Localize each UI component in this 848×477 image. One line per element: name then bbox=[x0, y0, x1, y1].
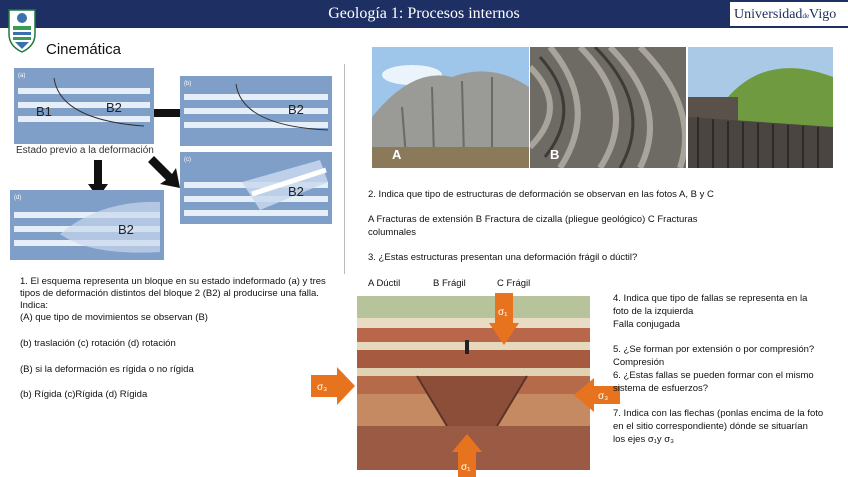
q7-line3: los ejes σ₁y σ₃ bbox=[613, 434, 675, 445]
photo-a-label: A bbox=[392, 147, 402, 162]
page-title: Geología 1: Procesos internos bbox=[328, 5, 520, 22]
q7-line1: 7. Indica con las flechas (ponlas encima de la foto bbox=[613, 408, 824, 419]
q7-line2: en el sitio correspondiente) dónde se situarían bbox=[613, 421, 808, 432]
q3-question: 3. ¿Estas estructuras presentan una deformación frágil o dúctil? bbox=[368, 252, 638, 263]
q6-line2: sistema de esfuerzos? bbox=[613, 383, 709, 394]
q1-line3: Indica: bbox=[20, 300, 48, 311]
q1-line2: tipos de deformación distintos del bloque 2 (B2) al producirse una falla. bbox=[20, 288, 319, 299]
label-d: (d) bbox=[14, 195, 22, 201]
arrow-diagonal-icon bbox=[146, 156, 180, 188]
q3-answer-b: B Frágil bbox=[433, 278, 466, 289]
photo-c-image bbox=[688, 47, 833, 168]
sigma3-left-label: σ₃ bbox=[317, 382, 328, 393]
q3-answer-c: C Frágil bbox=[497, 278, 531, 289]
q4-answer: Falla conjugada bbox=[613, 319, 681, 330]
b2-label-d: B2 bbox=[118, 222, 134, 237]
photo-b bbox=[530, 47, 686, 168]
sigma1-top-label: σ₁ bbox=[498, 307, 508, 318]
university-word: Universidad bbox=[734, 7, 803, 22]
label-a: (a) bbox=[18, 73, 26, 79]
diagram-c bbox=[180, 152, 332, 224]
column-divider bbox=[344, 64, 345, 274]
photo-c bbox=[688, 47, 833, 168]
university-logo-box bbox=[730, 2, 848, 26]
q2-answer-line2: columnales bbox=[368, 227, 417, 238]
sigma1-bottom-label: σ₁ bbox=[461, 462, 471, 473]
diagram-caption: Estado previo a la deformación bbox=[16, 145, 154, 156]
photo-b-label: B bbox=[550, 147, 560, 162]
q6-line1: 6. ¿Estas fallas se pueden formar con el mismo bbox=[613, 370, 814, 381]
q1-answer-rigid: (b) Rígida (c)Rígida (d) Rígida bbox=[20, 389, 148, 400]
diagram-d bbox=[10, 190, 164, 260]
b2-label-c: B2 bbox=[288, 184, 304, 199]
q5-answer: Compresión bbox=[613, 357, 665, 368]
diagram-b bbox=[180, 76, 332, 146]
sigma3-left-arrow-icon bbox=[311, 367, 355, 405]
crest-logo-icon bbox=[5, 4, 39, 54]
sigma1-bottom-arrow-icon bbox=[452, 434, 482, 477]
q1-question-rigid: (B) si la deformación es rígida o no rígida bbox=[20, 364, 194, 375]
b2-label: B2 bbox=[106, 100, 122, 115]
sigma1-top-arrow-icon bbox=[489, 293, 519, 345]
university-name bbox=[734, 7, 836, 23]
q2-answer-line1: A Fracturas de extensión B Fractura de cizalla (pliegue geológico) C Fracturas bbox=[368, 214, 698, 225]
sigma3-right-label: σ₃ bbox=[598, 391, 609, 402]
q5-question: 5. ¿Se forman por extensión o por compresión? bbox=[613, 344, 815, 355]
q4-line2: foto de la izquierda bbox=[613, 306, 694, 317]
section-title: Cinemática bbox=[46, 41, 122, 58]
q1-line4: (A) que tipo de movimientos se observan (B) bbox=[20, 312, 208, 323]
header-banner bbox=[0, 0, 848, 28]
q3-answer-a: A Dúctil bbox=[368, 278, 401, 289]
q1-line1: 1. El esquema representa un bloque en su estado indeformado (a) y tres bbox=[20, 276, 326, 287]
b2-label-b: B2 bbox=[288, 102, 304, 117]
q2-question: 2. Indica que tipo de estructuras de deformación se observan en las fotos A, B y C bbox=[368, 189, 714, 200]
university-de: de bbox=[802, 12, 810, 20]
b1-label: B1 bbox=[36, 104, 52, 119]
q4-line1: 4. Indica que tipo de fallas se representa en la bbox=[613, 293, 808, 304]
q1-answer-movements: (b) traslación (c) rotación (d) rotación bbox=[20, 338, 176, 349]
label-b: (b) bbox=[184, 81, 192, 87]
label-c: (c) bbox=[184, 157, 191, 163]
diagram-a bbox=[14, 68, 154, 144]
photo-a bbox=[372, 47, 529, 168]
university-city: Vigo bbox=[809, 7, 837, 22]
